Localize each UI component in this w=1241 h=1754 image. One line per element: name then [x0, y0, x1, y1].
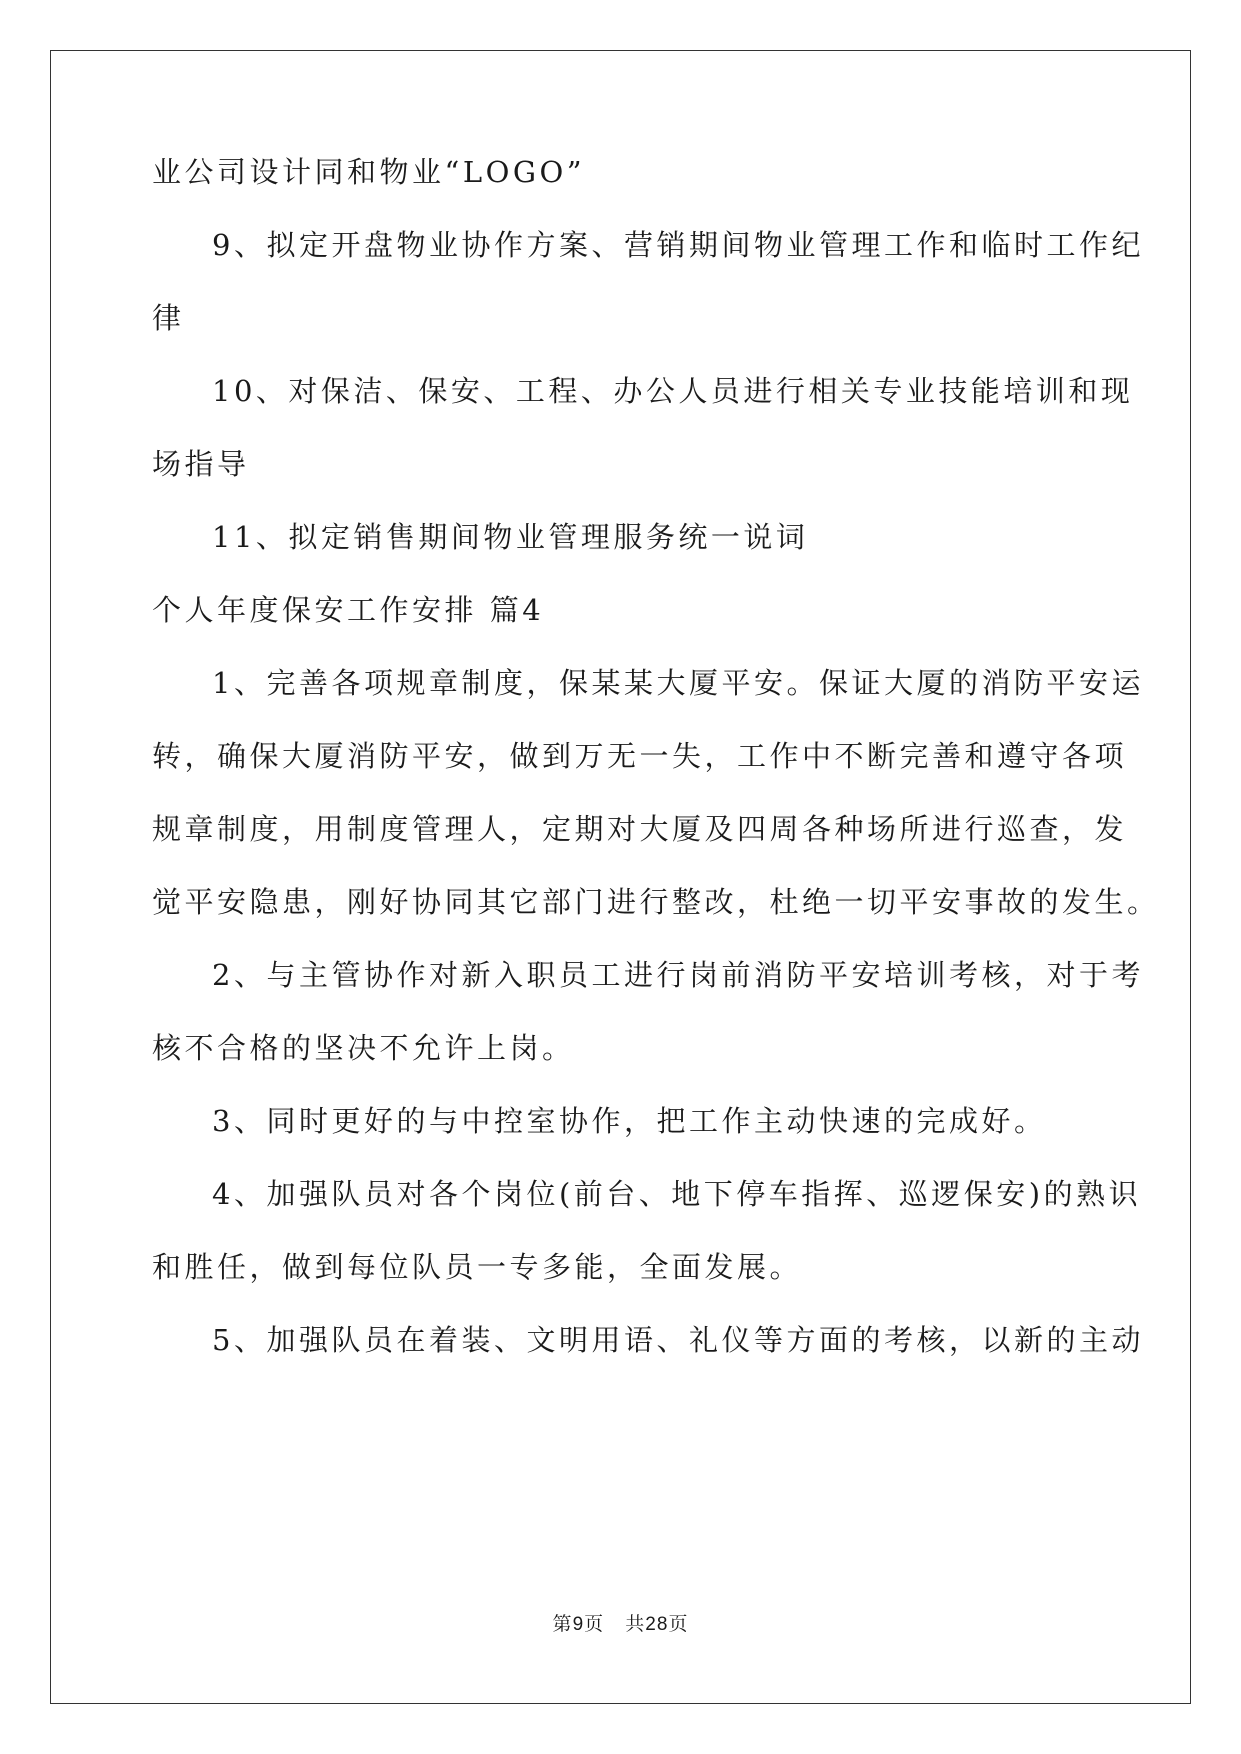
- text-line: 和胜任，做到每位队员一专多能，全面发展。: [152, 1250, 803, 1284]
- footer-page-suffix: 页: [584, 1613, 605, 1635]
- section-heading: 个人年度保安工作安排 篇4: [152, 593, 545, 627]
- list-item-11: 11、拟定销售期间物业管理服务统一说词: [212, 520, 809, 554]
- text-line: 场指导: [152, 447, 250, 481]
- list-item-1: 1、完善各项规章制度，保某某大厦平安。保证大厦的消防平安运: [212, 666, 1144, 700]
- text-line: 业公司设计同和物业“LOGO”: [152, 155, 586, 189]
- list-item-2: 2、与主管协作对新入职员工进行岗前消防平安培训考核，对于考: [212, 958, 1144, 992]
- footer-prefix: 第: [552, 1613, 573, 1635]
- page-number: 9: [572, 1614, 585, 1635]
- text-line: 觉平安隐患，刚好协同其它部门进行整改，杜绝一切平安事故的发生。: [152, 885, 1160, 919]
- footer-total-suffix: 页: [668, 1613, 689, 1635]
- list-item-5: 5、加强队员在着装、文明用语、礼仪等方面的考核，以新的主动: [212, 1323, 1144, 1357]
- text-line: 律: [152, 301, 185, 335]
- list-item-4: 4、加强队员对各个岗位(前台、地下停车指挥、巡逻保安)的熟识: [212, 1177, 1142, 1211]
- list-item-10: 10、对保洁、保安、工程、办公人员进行相关专业技能培训和现: [212, 374, 1134, 408]
- total-pages: 28: [645, 1614, 669, 1635]
- text-line: 转，确保大厦消防平安，做到万无一失，工作中不断完善和遵守各项: [152, 739, 1128, 773]
- text-line: 核不合格的坚决不允许上岗。: [152, 1031, 575, 1065]
- text-line: 规章制度，用制度管理人，定期对大厦及四周各种场所进行巡查，发: [152, 812, 1128, 846]
- list-item-9: 9、拟定开盘物业协作方案、营销期间物业管理工作和临时工作纪: [212, 228, 1144, 262]
- footer-total-prefix: 共: [625, 1613, 646, 1635]
- list-item-3: 3、同时更好的与中控室协作，把工作主动快速的完成好。: [212, 1104, 1047, 1138]
- page-footer: [0, 1612, 1241, 1637]
- page-frame: [50, 50, 1191, 1704]
